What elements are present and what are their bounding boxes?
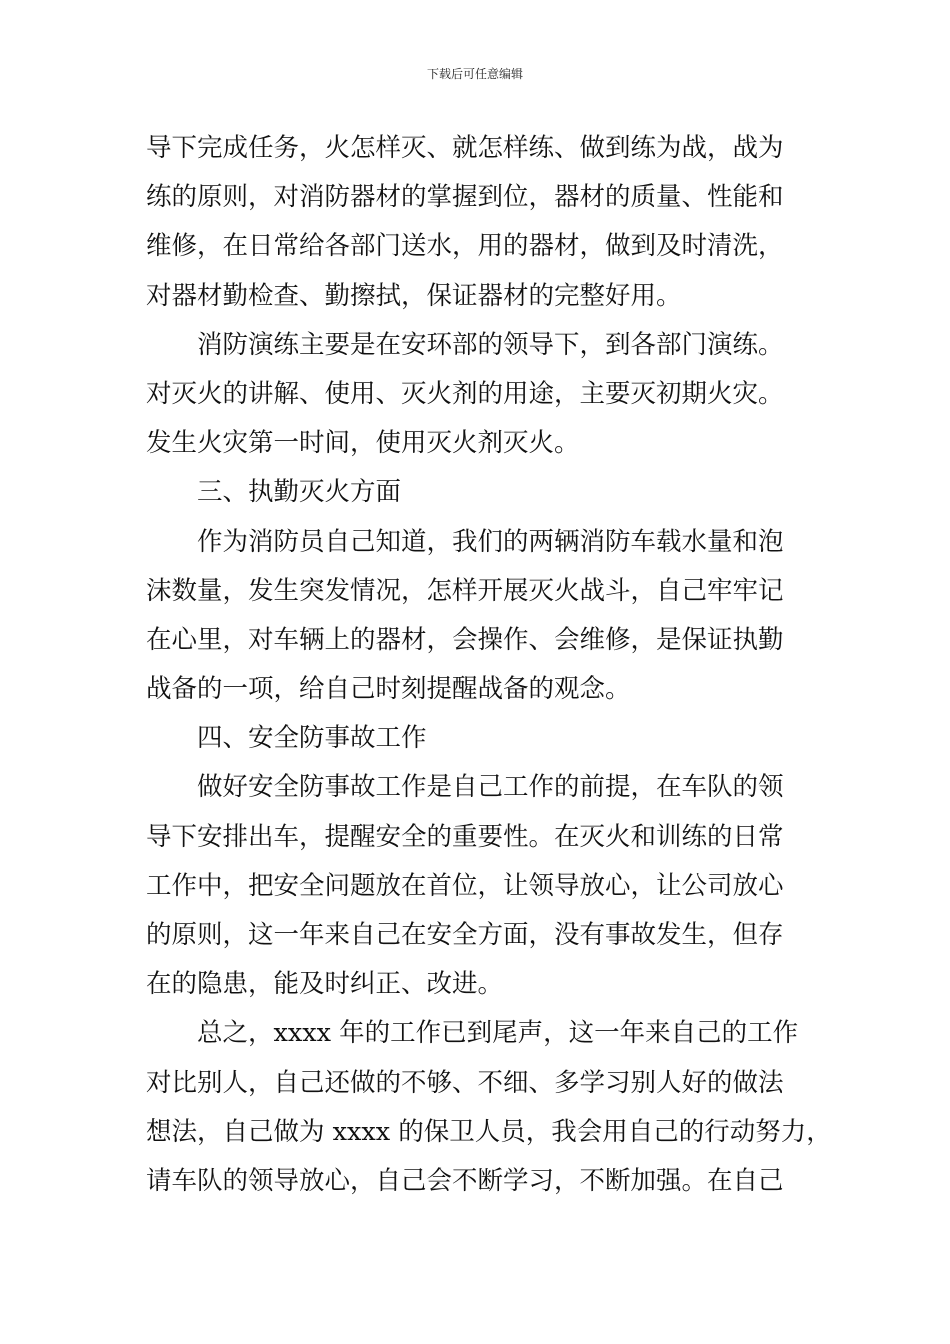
paragraph-first-line: 做好安全防事故工作是自己工作的前提，在车队的领 bbox=[197, 772, 784, 803]
section-heading: 四、安全防事故工作 bbox=[197, 723, 427, 754]
text-line: 的原则，这一年来自己在安全方面，没有事故发生，但存 bbox=[146, 920, 784, 950]
text-line: 在的隐患，能及时纠正、改进。 bbox=[146, 969, 504, 1000]
page-header: 下载后可任意编辑 bbox=[426, 67, 523, 81]
paragraph-first-line: 作为消防员自己知道，我们的两辆消防车载水量和泡 bbox=[197, 526, 784, 557]
text-line: 导下完成任务，火怎样灭、就怎样练、做到练为战，战为 bbox=[146, 133, 784, 163]
text-line: 战备的一项，给自己时刻提醒战备的观念。 bbox=[146, 674, 631, 705]
text-line: 对灭火的讲解、使用、灭火剂的用途，主要灭初期火灾。 bbox=[146, 378, 784, 409]
text-line: 发生火灾第一时间，使用灭火剂灭火。 bbox=[146, 428, 580, 459]
text-line: 想法，自己做为 xxxx 的保卫人员，我会用自己的行动努力， bbox=[146, 1116, 832, 1147]
text-line: 沫数量，发生突发情况，怎样开展灭火战斗，自己牢牢记 bbox=[146, 575, 784, 606]
section-heading: 三、执勤灭火方面 bbox=[197, 477, 402, 508]
text-line: 对器材勤检查、勤擦拭，保证器材的完整好用。 bbox=[146, 280, 682, 311]
paragraph-first-line: 总之，xxxx 年的工作已到尾声，这一年来自己的工作 bbox=[197, 1018, 799, 1049]
paragraph-first-line: 消防演练主要是在安环部的领导下，到各部门演练。 bbox=[197, 329, 784, 360]
text-line: 工作中，把安全问题放在首位，让领导放心，让公司放心 bbox=[146, 870, 784, 901]
text-line: 导下安排出车，提醒安全的重要性。在灭火和训练的日常 bbox=[146, 821, 784, 852]
text-line: 请车队的领导放心，自己会不断学习，不断加强。在自己 bbox=[146, 1165, 784, 1196]
document-body bbox=[146, 124, 832, 1206]
text-line: 维修，在日常给各部门送水，用的器材，做到及时清洗， bbox=[146, 231, 784, 262]
text-line: 在心里，对车辆上的器材，会操作、会维修，是保证执勤 bbox=[146, 624, 784, 655]
text-line: 对比别人，自己还做的不够、不细、多学习别人好的做法 bbox=[146, 1067, 784, 1098]
text-line: 练的原则，对消防器材的掌握到位，器材的质量、性能和 bbox=[146, 182, 784, 213]
